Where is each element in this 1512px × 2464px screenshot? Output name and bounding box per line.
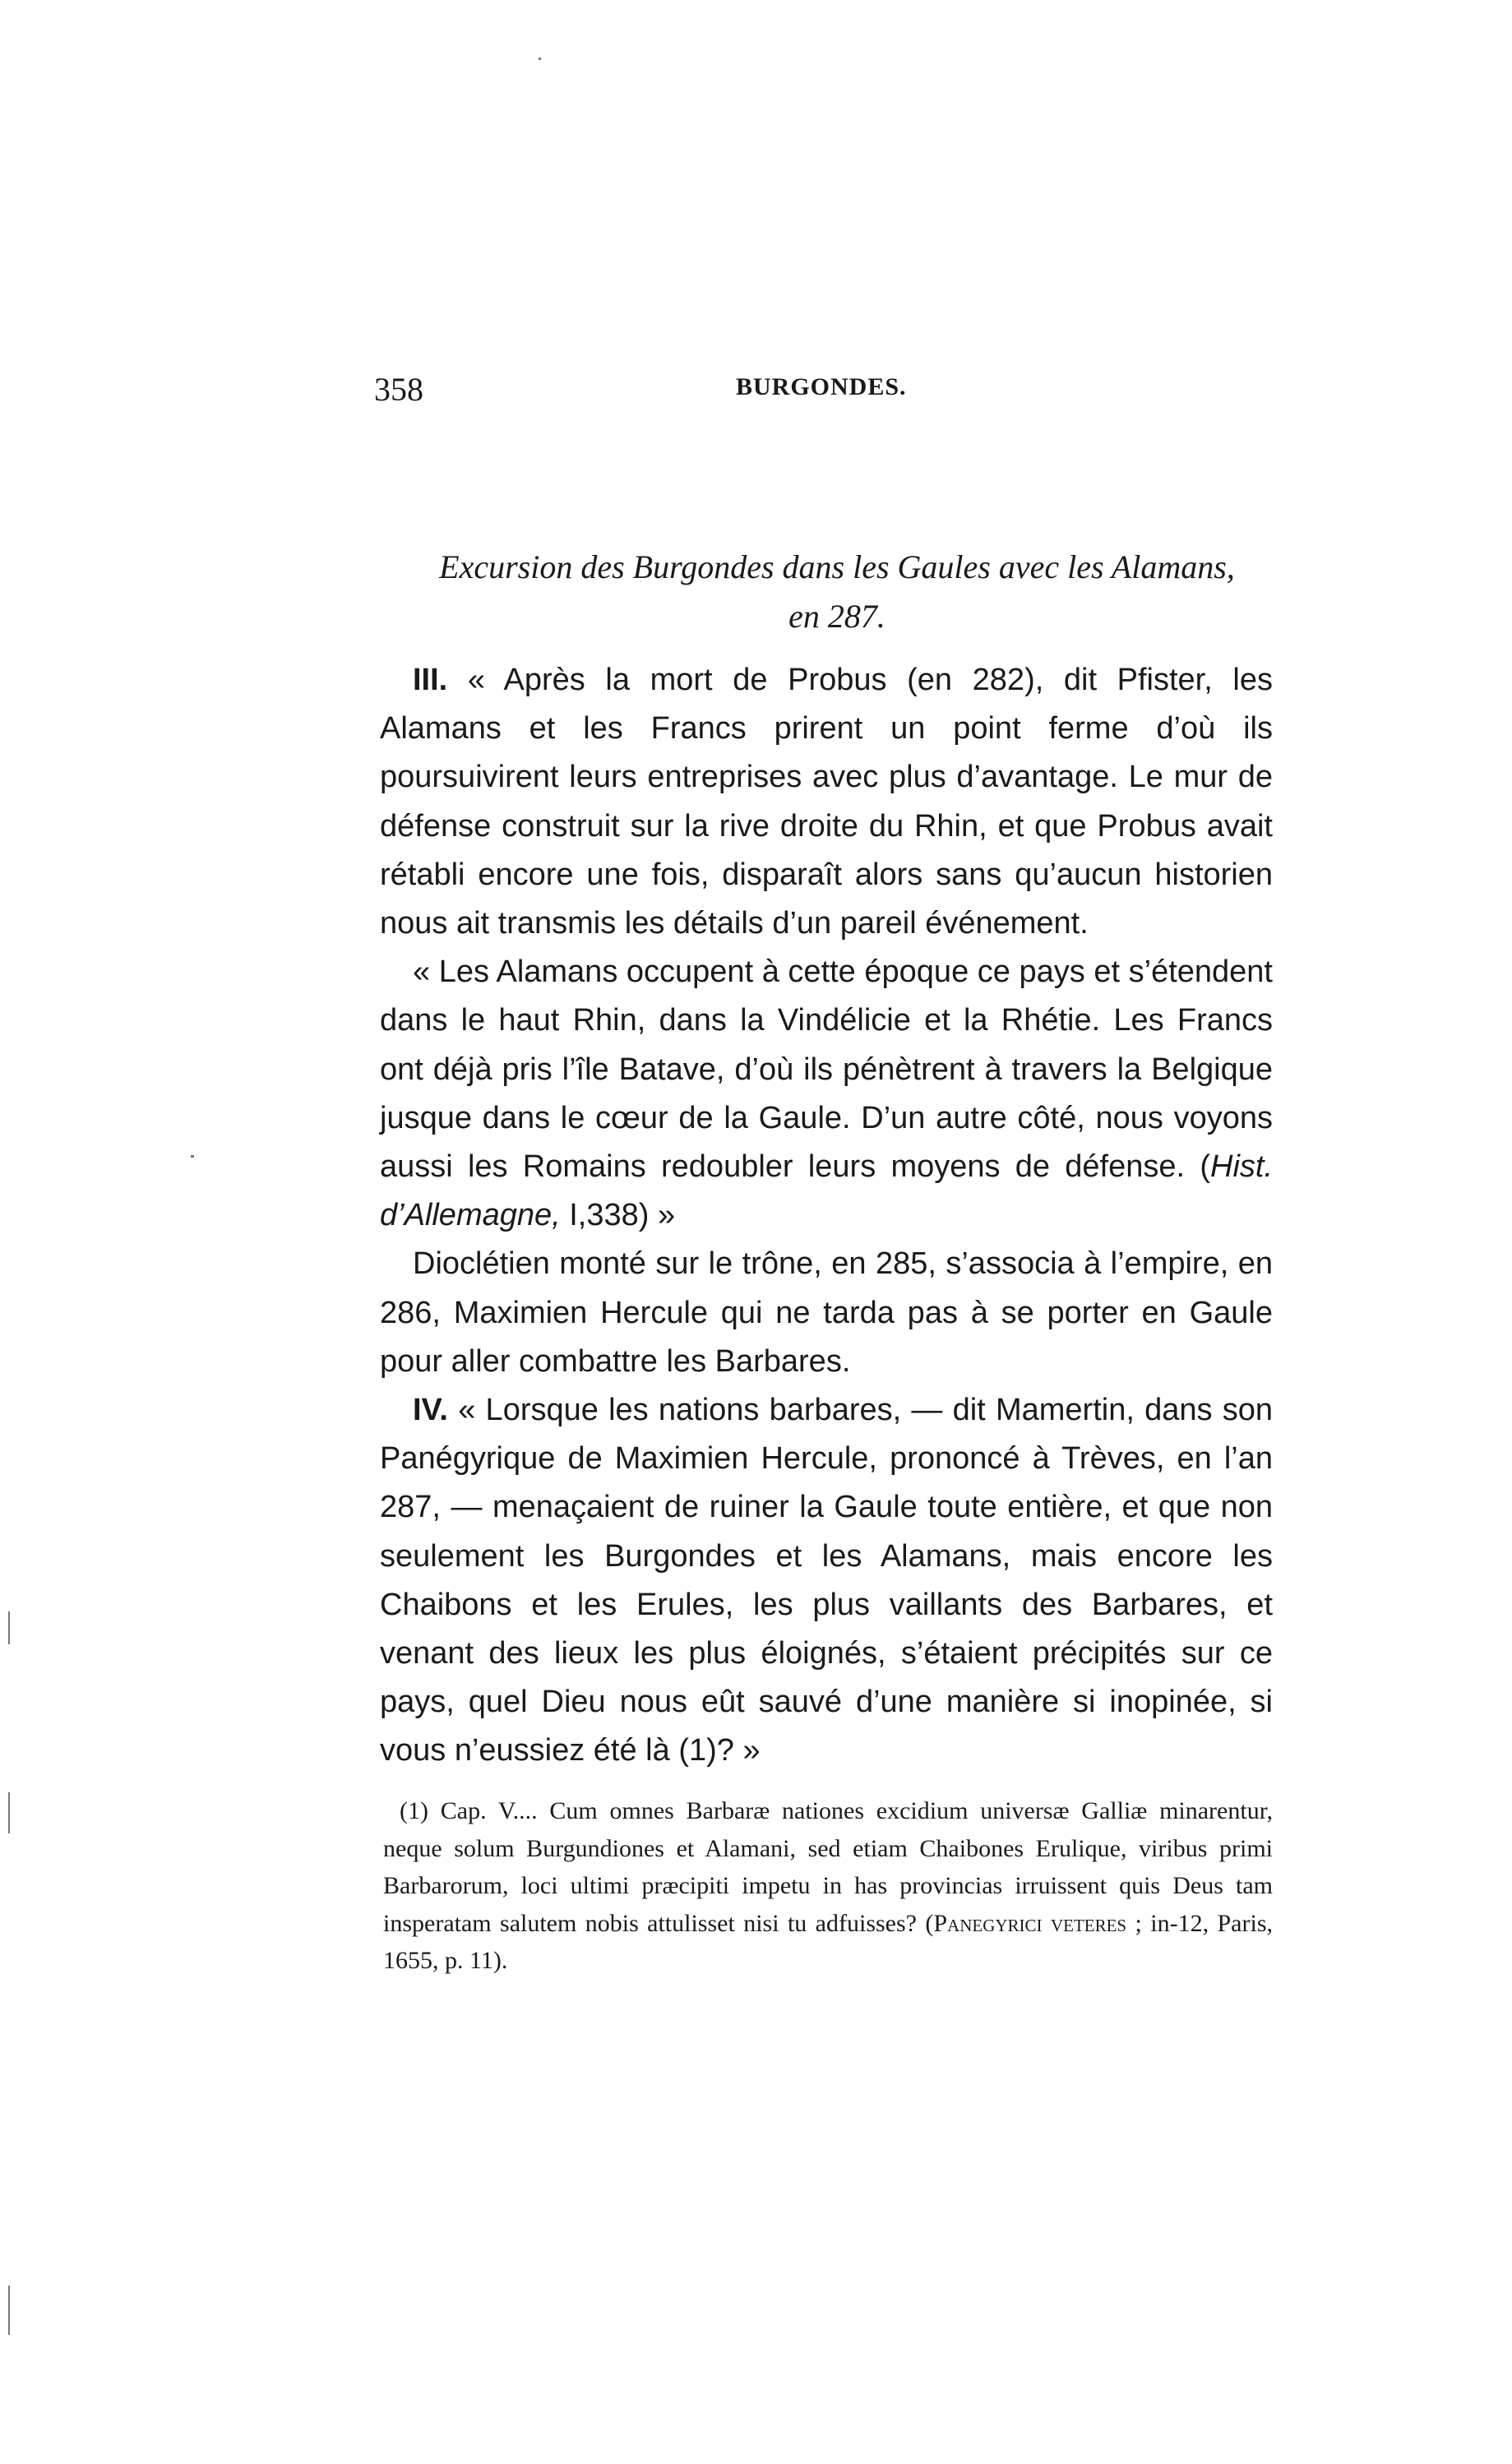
scan-speck (8, 1611, 10, 1644)
paragraph-diocletien (380, 1240, 1273, 1386)
paragraph-number: III. (413, 663, 448, 697)
running-head (374, 370, 1229, 411)
scan-speck (8, 2286, 10, 2335)
citation-page: I,338) » (560, 1198, 676, 1233)
citation-title: Hist. d’Allemagne, (380, 1149, 1273, 1233)
paragraph-text: « Lorsque les nations barbares, — dit Mamertin, dans son Panégyrique de Maximien Hercule, prononcé à Trèves, en l’an 287, — menaçaient de ruiner la Gaule toute entière, et que non seulement les Burgondes et les Alamans, mais encore les Chaibons et les Erules, les plus vaillants des Barbares, et venant des lieux les plus éloignés, s’étaient précipités sur ce pays, quel Dieu nous eût sauvé d’une manière si inopinée, si vous n’eussiez été là (1)? » (380, 1393, 1273, 1768)
footnote-text: (1) Cap. V.... Cum omnes Barbaræ nationes excidium universæ Galliæ minarentur, neque solum Burgundiones et Alamani, sed etiam Chaibones Erulique, viribus primi Barbarorum, loci ultimi præcipiti impetu in has provincias irruissent quis Deus tam insperatam salutem nobis attulisset nisi tu adfuisses? ( (383, 1797, 1273, 1937)
scan-speck (539, 58, 541, 60)
section-heading-line-2: en 287. (788, 598, 885, 635)
footnote-source: Panegyrici veteres (933, 1909, 1127, 1937)
running-title: BURGONDES. (736, 373, 907, 400)
body-text (380, 656, 1273, 1776)
footnote-1 (383, 1792, 1273, 1980)
paragraph-text: « Les Alamans occupent à cette époque ce pays et s’étendent dans le haut Rhin, dans la Vindélicie et la Rhétie. Les Francs ont déjà pris l’île Batave, d’où ils pénètrent à travers la Belgique jusque dans le cœur de la Gaule. D’un autre côté, nous voyons aussi les Romains redoubler leurs moyens de défense. ( (380, 955, 1273, 1185)
footnote-reference: ; in-12, Paris, 1655, p. 11). (383, 1909, 1273, 1974)
footnote (383, 1792, 1273, 1980)
paragraph-number: IV. (413, 1393, 448, 1428)
section-heading-line-1: Excursion des Burgondes dans les Gaules avec les Alamans, (439, 548, 1235, 585)
scan-speck (8, 1792, 10, 1833)
paragraph-iii (380, 656, 1273, 948)
paragraph-text: « Après la mort de Probus (en 282), dit Pfister, les Alamans et les Francs prirent un point ferme d’où ils poursuivirent leurs entreprises avec plus d’avantage. Le mur de défense construit sur la rive droite du Rhin, et que Probus avait rétabli encore une fois, disparaît alors sans qu’aucun historien nous ait transmis les détails d’un pareil événement. (380, 663, 1273, 941)
section-heading (401, 543, 1273, 641)
paragraph-text: Dioclétien monté sur le trône, en 285, s’associa à l’empire, en 286, Maximien Hercule qui ne tarda pas à se porter en Gaule pour aller combattre les Barbares. (380, 1246, 1273, 1379)
page-number: 358 (374, 371, 423, 408)
paragraph-iv (380, 1386, 1273, 1776)
paragraph-alamans (380, 948, 1273, 1240)
scan-speck (191, 1155, 194, 1158)
